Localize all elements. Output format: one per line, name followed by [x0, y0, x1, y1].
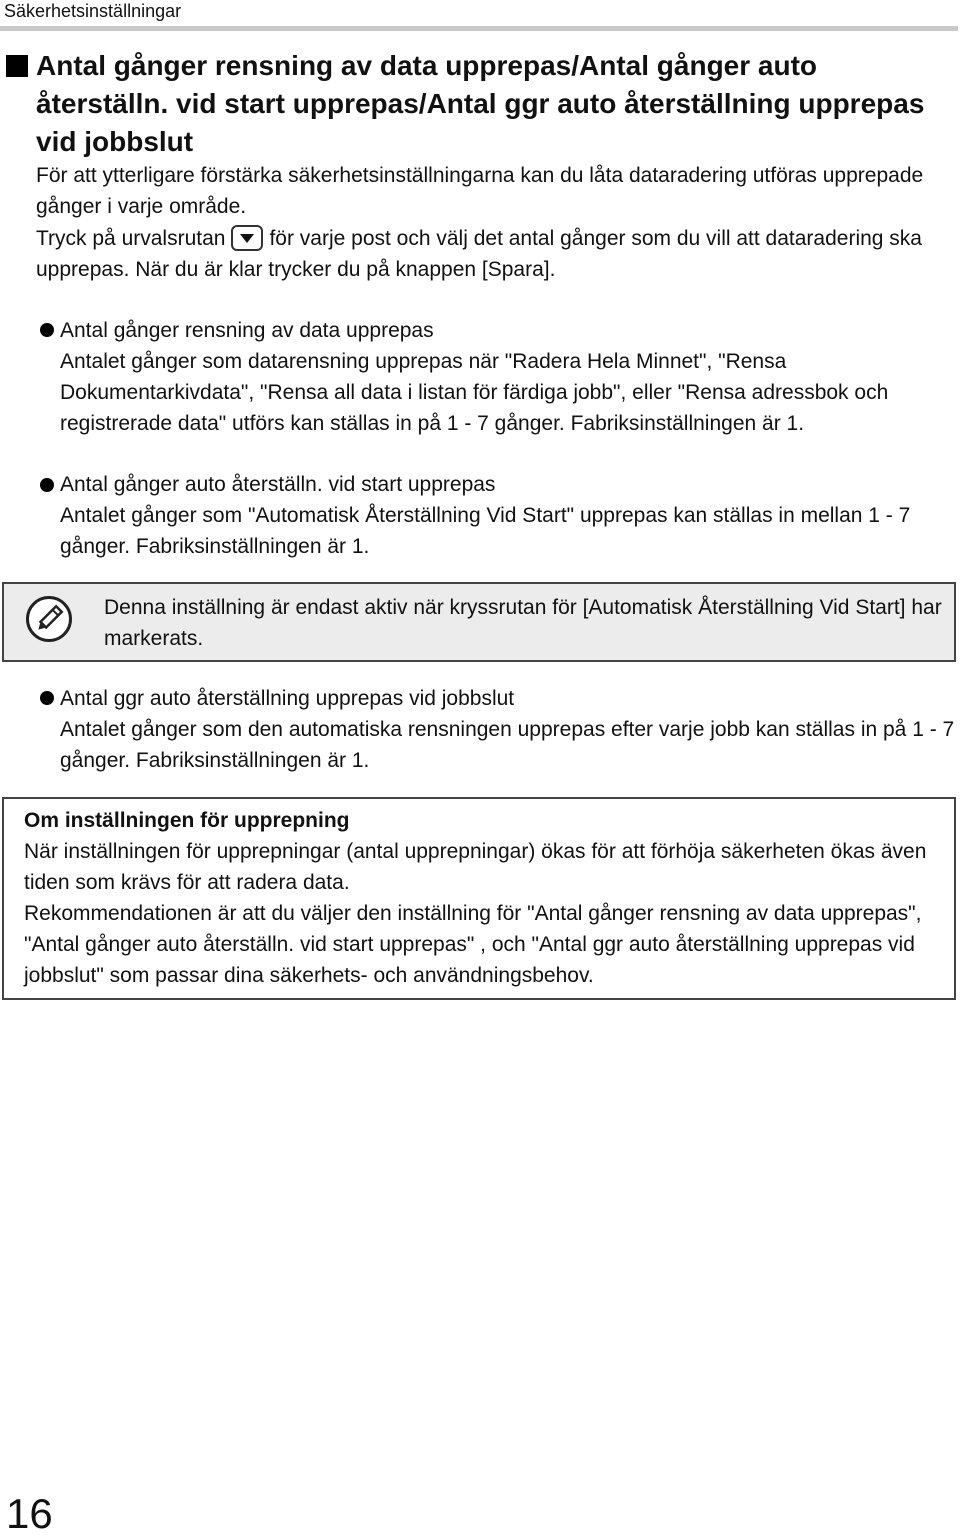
pencil-note-icon [26, 596, 72, 642]
bullet-body-startup-repeat: Antalet gånger som "Automatisk Återställning Vid Start" upprepas kan ställas in mellan 1 - 7 gånger. Fabriksinställningen är 1. [60, 504, 911, 558]
page-number: 16 [6, 1490, 53, 1537]
bullet-icon [40, 478, 54, 492]
running-header: Säkerhetsinställningar [4, 1, 182, 21]
section-title: Antal gånger rensning av data upprepas/Antal gånger auto återställn. vid start upprepas/Antal ggr auto återställning upprepas vid jobbslut [36, 50, 925, 157]
note-text: Denna inställning är endast aktiv när kryssrutan för [Automatisk Återställning Vid Start] har markerats. [104, 596, 942, 650]
instruction-paragraph [36, 223, 936, 285]
note-box [2, 582, 956, 662]
bullet-icon [40, 323, 54, 337]
bullet-title-clear-repeat: Antal gånger rensning av data upprepas [60, 319, 434, 342]
header-divider [0, 26, 958, 31]
info-box [2, 797, 956, 1000]
dropdown-select-icon [231, 225, 263, 251]
bullet-body-clear-repeat: Antalet gånger som datarensning upprepas när "Radera Hela Minnet", "Rensa Dokumentarkivdata", "Rensa all data i listan för färdiga jobb", eller "Rensa adressbok och registrerade data" utförs kan ställas in på 1 - 7 gånger. Fabriksinställningen är 1. [60, 350, 889, 435]
bullet-body-jobend-repeat: Antalet gånger som den automatiska rensningen upprepas efter varje jobb kan ställas in på 1 - 7 gånger. Fabriksinställningen är 1. [60, 718, 955, 772]
bullet-title-jobend-repeat: Antal ggr auto återställning upprepas vid jobbslut [60, 687, 515, 710]
instruction-text-after: för varje post och välj det antal gånger som du vill att dataradering ska upprepas. När du är klar trycker du på knappen [Spara]. [36, 227, 922, 281]
info-title: Om inställningen för upprepning [24, 809, 350, 832]
bullet-title-startup-repeat: Antal gånger auto återställn. vid start upprepas [60, 473, 496, 496]
info-body: När inställningen för upprepningar (antal upprepningar) ökas för att förhöja säkerheten ökas även tiden som krävs för att radera data. Rekommendationen är att du väljer den inställning för "Antal gånger rensning av data upprepas", "Antal gånger auto återställn. vid start upprepas" , och "Antal ggr auto återställning upprepas vid jobbslut" som passar dina säkerhets- och användningsbehov. [24, 840, 927, 987]
bullet-icon [40, 691, 54, 705]
instruction-text-before: Tryck på urvalsrutan [36, 227, 226, 250]
section-marker-icon [6, 55, 28, 77]
intro-paragraph: För att ytterligare förstärka säkerhetsinställningarna kan du låta dataradering utföras upprepade gånger i varje område. [36, 164, 924, 218]
